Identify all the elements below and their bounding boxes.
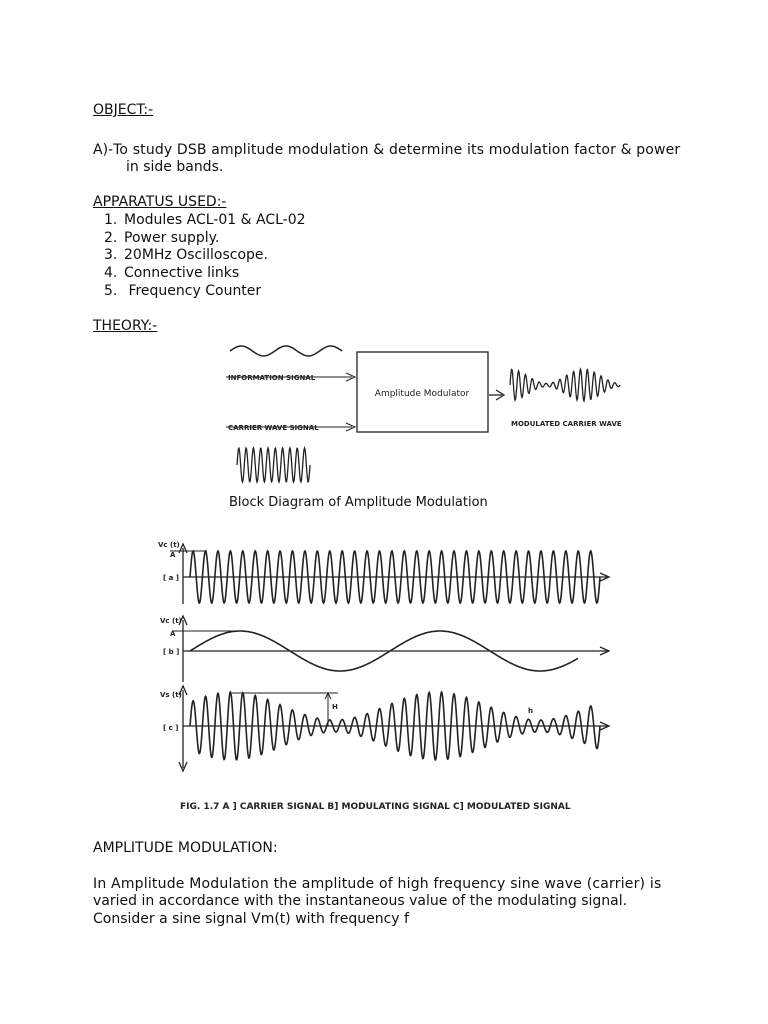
arrow-icon bbox=[179, 762, 187, 771]
arrow-icon bbox=[179, 616, 187, 625]
modulated-signal-wave bbox=[190, 692, 600, 760]
peak-mark: H bbox=[332, 703, 338, 711]
arrow-icon bbox=[179, 686, 187, 695]
panel-c-ylabel: Vs (t) bbox=[160, 691, 182, 699]
amplitude-modulator-box bbox=[357, 352, 488, 432]
modulating-signal-wave bbox=[190, 631, 578, 671]
list-item: 5. Frequency Counter bbox=[104, 283, 262, 299]
object-line-1 bbox=[93, 142, 680, 159]
list-item: 2. Power supply. bbox=[104, 230, 220, 246]
block-diagram-caption: Block Diagram of Amplitude Modulation bbox=[229, 495, 488, 510]
panel-a-tag: [ a ] bbox=[163, 574, 179, 582]
panel-a-amp: A bbox=[170, 551, 176, 559]
arrow-icon bbox=[600, 573, 609, 581]
list-item: 3. 20MHz Oscilloscope. bbox=[104, 247, 268, 263]
information-signal-label: INFORMATION SIGNAL bbox=[228, 374, 316, 382]
arrow-icon bbox=[496, 390, 504, 400]
arrow-icon bbox=[600, 647, 609, 655]
information-signal-wave bbox=[230, 346, 342, 356]
modulated-carrier-wave bbox=[510, 369, 620, 401]
am-para-line-2: varied in accordance with the instantaneous value of the modulating signal. bbox=[93, 893, 628, 909]
panel-b-ylabel: Vc (t) bbox=[160, 617, 182, 625]
panel-c-tag: [ c ] bbox=[163, 724, 179, 732]
modulator-label: Amplitude Modulator bbox=[374, 389, 470, 399]
am-heading: AMPLITUDE MODULATION: bbox=[93, 840, 278, 856]
modulated-wave-label: MODULATED CARRIER WAVE bbox=[511, 420, 622, 428]
list-item: 4. Connective links bbox=[104, 265, 240, 281]
am-para-line-1: In Amplitude Modulation the amplitude of high frequency sine wave (carrier) is bbox=[93, 876, 662, 892]
object-text-1: To study DSB amplitude modulation & determine its modulation factor & power bbox=[113, 142, 681, 158]
object-heading: OBJECT:- bbox=[93, 102, 154, 118]
am-para-line-3: Consider a sine signal Vm(t) with frequency f bbox=[93, 911, 409, 927]
carrier-signal-wave bbox=[190, 551, 600, 603]
panel-b-amp: A bbox=[170, 630, 176, 638]
arrow-icon bbox=[346, 423, 355, 431]
carrier-signal-label: CARRIER WAVE SIGNAL bbox=[228, 424, 319, 432]
arrow-icon bbox=[179, 544, 187, 553]
arrow-icon bbox=[346, 373, 355, 381]
arrow-icon bbox=[600, 722, 609, 730]
trough-mark: h bbox=[528, 707, 533, 715]
object-line-2: in side bands. bbox=[126, 159, 224, 175]
object-prefix: A)- bbox=[93, 142, 114, 158]
carrier-signal-wave bbox=[237, 448, 310, 482]
arrow-icon bbox=[325, 693, 331, 699]
theory-heading: THEORY:- bbox=[93, 318, 158, 334]
figure-caption: FIG. 1.7 A ] CARRIER SIGNAL B] MODULATING SIGNAL C] MODULATED SIGNAL bbox=[180, 802, 571, 812]
list-item: 1. Modules ACL-01 & ACL-02 bbox=[104, 212, 306, 228]
panel-a-ylabel: Vc (t) bbox=[158, 541, 180, 549]
panel-b-tag: [ b ] bbox=[163, 648, 180, 656]
apparatus-heading: APPARATUS USED:- bbox=[93, 194, 227, 210]
